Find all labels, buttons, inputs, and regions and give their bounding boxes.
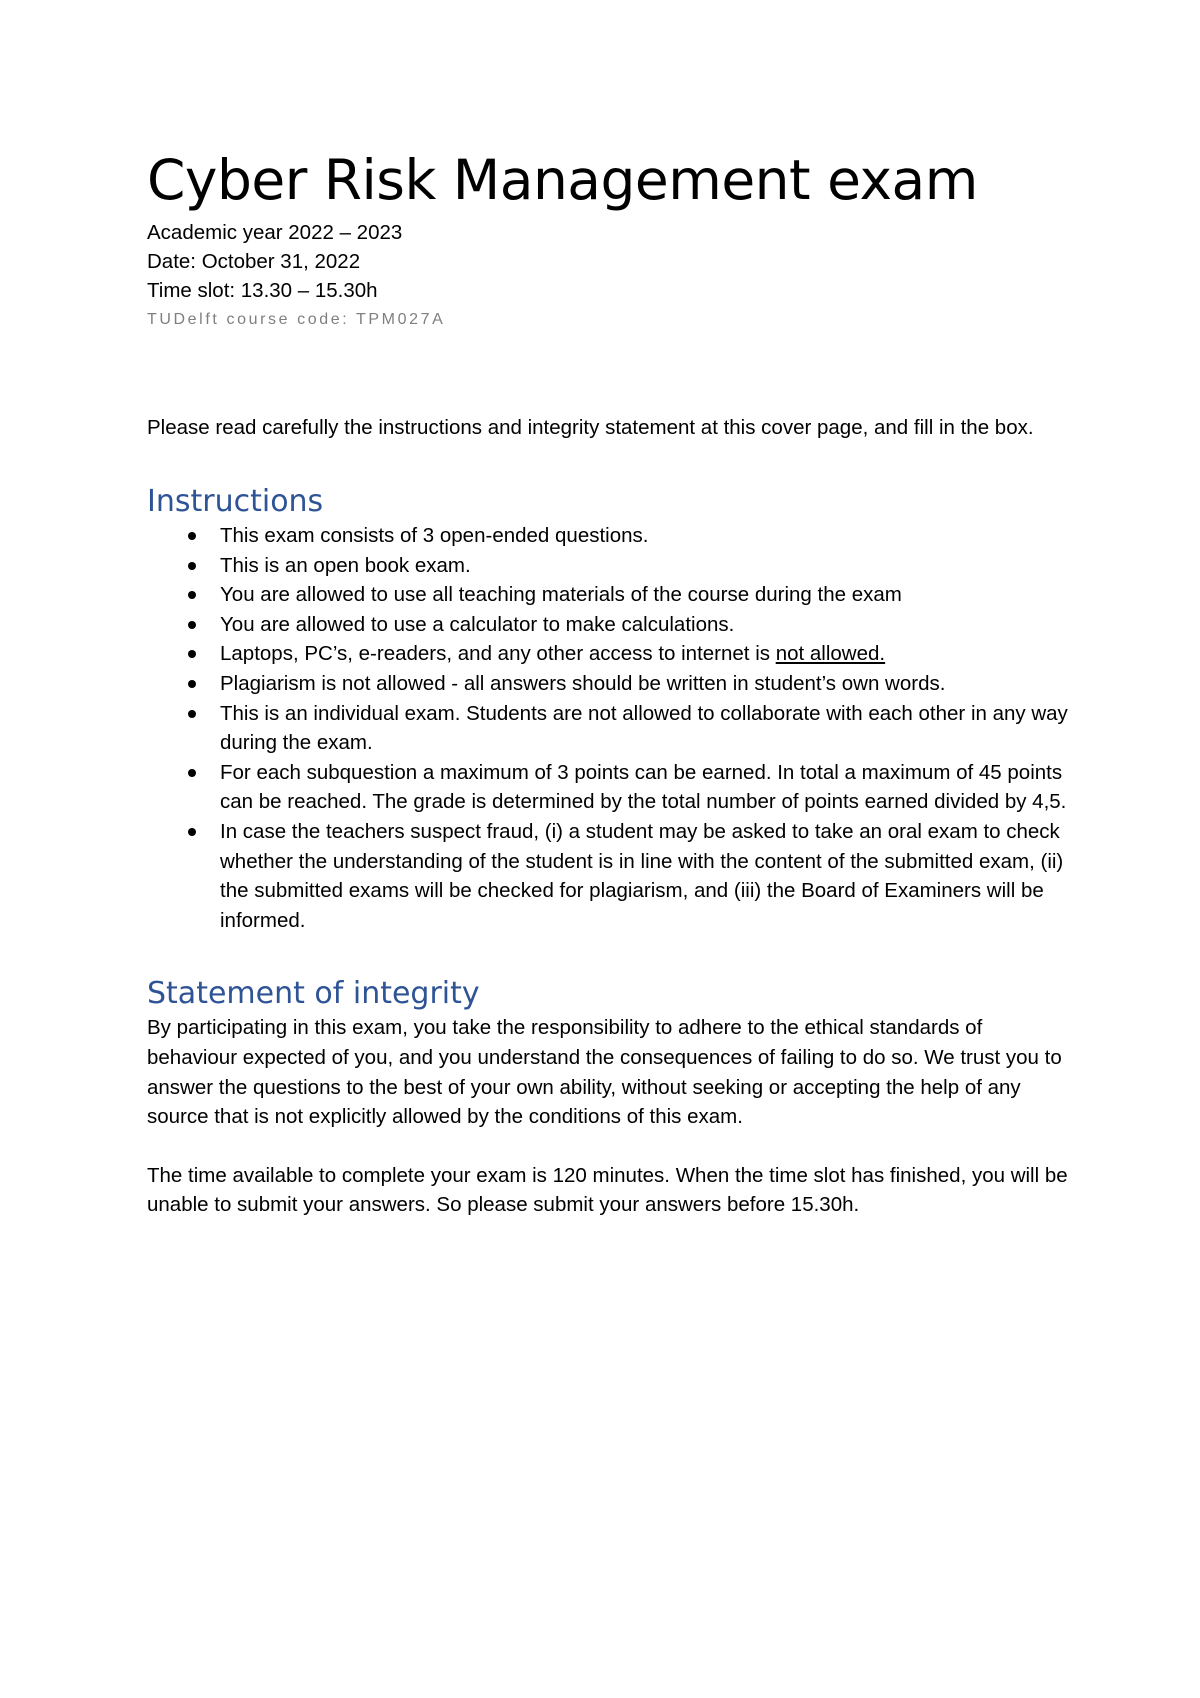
list-item — [147, 758, 1070, 817]
bullet-icon — [188, 650, 196, 658]
bullet-icon — [188, 591, 196, 599]
list-item — [147, 699, 1070, 758]
list-item — [147, 817, 1070, 935]
list-item-text: This is an individual exam. Students are not allowed to collaborate with each other in any way during the exam. — [220, 701, 1068, 755]
list-item — [147, 610, 1070, 640]
exam-date: Date: October 31, 2022 — [147, 250, 361, 273]
list-item-text: This is an open book exam. — [220, 553, 471, 577]
integrity-paragraph: By participating in this exam, you take the responsibility to adhere to the ethical standards of behaviour expected of you, and you understand the consequences of failing to do so. We trust you to answer the questions to the best of your own ability, without seeking or accepting the help of any source that is not explicitly allowed by the conditions of this exam. — [147, 1016, 1062, 1129]
not-allowed-emphasis: not allowed. — [775, 642, 886, 666]
list-item — [147, 669, 1070, 699]
bullet-icon — [188, 680, 196, 688]
list-item-text: You are allowed to use a calculator to make calculations. — [220, 612, 735, 636]
time-slot: Time slot: 13.30 – 15.30h — [147, 279, 378, 302]
bullet-icon — [188, 710, 196, 718]
bullet-icon — [188, 532, 196, 540]
bullet-icon — [188, 769, 196, 777]
page-content — [147, 142, 1077, 1220]
list-item-text: In case the teachers suspect fraud, (i) a student may be asked to take an oral exam to check whether the understanding of the student is in line with the content of the submitted exam, (ii) the submitted exams will be checked for plagiarism, and (iii) the Board of Examiners will be informed. — [220, 819, 1064, 932]
list-item-text: This exam consists of 3 open-ended questions. — [220, 524, 649, 547]
list-item-text: For each subquestion a maximum of 3 points can be earned. In total a maximum of 45 points can be reached. The grade is determined by the total number of points earned divided by 4,5. — [220, 760, 1067, 814]
instructions-heading: Instructions — [147, 484, 324, 519]
intro-paragraph: Please read carefully the instructions and integrity statement at this cover page, and fill in the box. — [147, 416, 1034, 439]
instructions-list — [147, 521, 1077, 935]
list-item — [147, 551, 1070, 581]
time-available-paragraph: The time available to complete your exam is 120 minutes. When the time slot has finished, you will be unable to submit your answers. So please submit your answers before 15.30h. — [147, 1163, 1068, 1217]
bullet-icon — [188, 621, 196, 629]
list-item — [147, 521, 1070, 551]
list-item-text: You are allowed to use all teaching materials of the course during the exam — [220, 583, 902, 607]
list-item-text: Laptops, PC’s, e-readers, and any other access to internet is — [220, 642, 776, 666]
bullet-icon — [188, 828, 196, 836]
course-code: TUDelft course code: TPM027A — [147, 311, 446, 328]
exam-title: Cyber Risk Management exam — [147, 148, 978, 212]
academic-year: Academic year 2022 – 2023 — [147, 221, 403, 244]
bullet-icon — [188, 562, 196, 570]
integrity-heading: Statement of integrity — [147, 976, 480, 1012]
list-item-text: Plagiarism is not allowed - all answers should be written in student’s own words. — [220, 671, 946, 695]
list-item — [147, 580, 1070, 610]
list-item — [147, 639, 1070, 669]
